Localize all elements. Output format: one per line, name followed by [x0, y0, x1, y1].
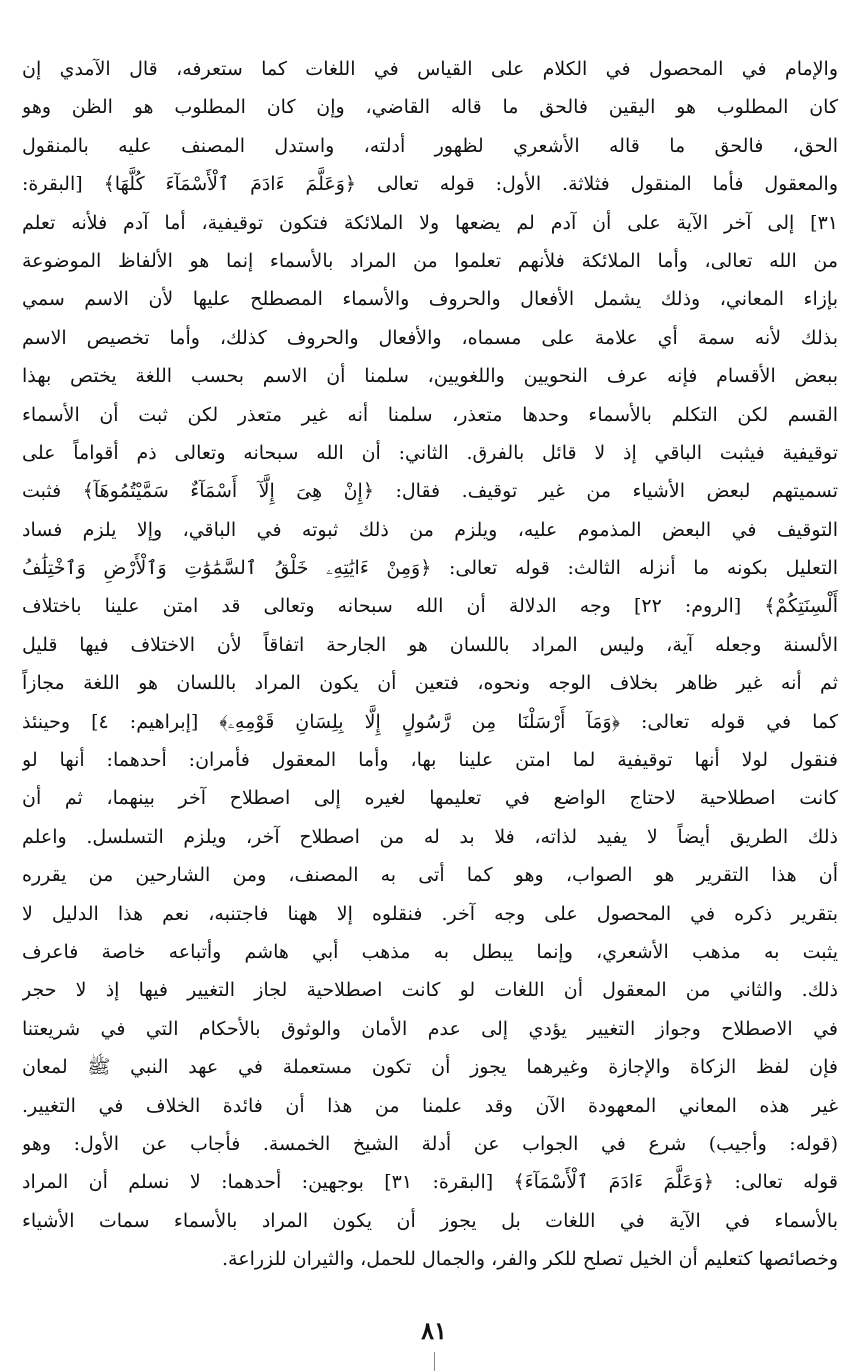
page-number: ٨١	[421, 1316, 447, 1345]
text-line: بإزاء المعاني، وذلك يشمل الأفعال والحروف والأسماء المصطلح عليها لأن الاسم سمي	[22, 288, 838, 311]
text-line: من الله تعالى، وأما الملائكة فلأنهم تعلموا من المراد بالأسماء إنما هو الألفاظ الموضوعة	[22, 249, 838, 272]
page-divider	[434, 1352, 435, 1371]
text-line: الألسنة وجعله آية، وليس المراد باللسان هو الجارحة اتفاقاً لأن الاختلاف فيها قليل	[22, 633, 838, 656]
text-line: القسم لكن التكلم بالأسماء وحدها متعذر، سلمنا أنه غير متعذر لكن ثبت أن الأسماء	[22, 403, 838, 426]
text-line: فنقول لولا أنها توقيفية لما امتن علينا بها، وأما المعقول فأمران: أحدهما: أنها لو	[22, 749, 838, 772]
text-line: (قوله: وأجيب) شرع في الجواب عن أدلة الشيخ الخمسة. فأجاب عن الأول: وهو	[22, 1132, 838, 1155]
text-line: بتقرير ذكره في المحصول على وجه آخر. فنقلوه إلا ههنا فاجتنبه، نعم هذا الدليل لا	[22, 902, 838, 925]
text-line: التعليل بكونه ما أنزله الثالث: قوله تعالى: ﴿وَمِنْ ءَايَٰتِهِۦ خَلْقُ ٱلسَّمَٰوَٰتِ وَٱلْأَرْضِ وَٱخْتِلَٰفُ	[22, 557, 838, 580]
text-line: كما في قوله تعالى: ﴿وَمَآ أَرْسَلْنَا مِن رَّسُولٍ إِلَّا بِلِسَانِ قَوْمِهِۦ﴾ [إبراهيم: ٤] وحينئذ	[22, 710, 838, 733]
text-line: ذلك الطريق أيضاً لا يفيد لذاته، فلا بد له من اصطلاح آخر، ويلزم التسلسل. واعلم	[22, 825, 838, 848]
text-line: كانت اصطلاحية لاحتاج الواضع في تعليمها لغيره إلى اصطلاح آخر بينهما، ثم أن	[22, 787, 838, 810]
text-line: كان المطلوب هو اليقين فالحق ما قاله القاضي، وإن كان المطلوب هو الظن وهو	[22, 96, 838, 119]
text-line: أن هذا التقرير هو الصواب، وهو كما أتى به المصنف، ومن الشارحين من يقرره	[22, 864, 838, 887]
text-line: أَلْسِنَتِكُمْ﴾ [الروم: ٢٢] وجه الدلالة أن الله سبحانه وتعالى قد امتن علينا باختلاف	[22, 595, 838, 618]
text-line: الحق، فالحق ما قاله الأشعري لظهور أدلته، واستدل المصنف عليه بالمنقول	[22, 134, 838, 157]
text-line: ٣١] إلى آخر الآية على أن آدم لم يضعها ولا الملائكة فتكون توقيفية، أما آدم فلأنه تعلم	[22, 211, 838, 234]
text-line: غير هذه المعاني المعهودة الآن وقد علمنا من هذا أن فائدة الخلاف في التغيير.	[22, 1094, 838, 1117]
body-text	[22, 50, 838, 1279]
text-line: بالأسماء في الآية في اللغات بل يجوز أن يكون المراد بالأسماء سمات الأشياء	[22, 1209, 838, 1232]
text-line: قوله تعالى: ﴿وَعَلَّمَ ءَادَمَ ٱلْأَسْمَآءَ﴾ [البقرة: ٣١] بوجهين: أحدهما: لا نسلم أن المراد	[22, 1171, 838, 1194]
text-line: والمعقول فأما المنقول فثلاثة. الأول: قوله تعالى ﴿وَعَلَّمَ ءَادَمَ ٱلْأَسْمَآءَ كُلَّهَا﴾ [البقرة:	[22, 173, 838, 196]
text-line: وخصائصها كتعليم أن الخيل تصلح للكر والفر، والجمال للحمل، والثيران للزراعة.	[222, 1248, 838, 1271]
text-line: في الاصطلاح وجواز التغيير يؤدي إلى عدم الأمان والوثوق بالأحكام التي في شريعتنا	[22, 1017, 838, 1040]
text-line: تسميتهم لبعض الأشياء من غير توقيف. فقال: ﴿إِنْ هِىَ إِلَّآ أَسْمَآءٌ سَمَّيْتُمُوهَآ﴾ فثبت	[22, 480, 838, 503]
text-line: يثبت به مذهب الأشعري، وإنما يبطل به مذهب أبي هاشم وأتباعه خاصة فاعرف	[22, 940, 838, 963]
text-line: ببعض الأقسام فإنه عرف النحويين واللغويين، سلمنا أن الاسم بحسب اللغة يختص بهذا	[22, 365, 838, 388]
text-line: بذلك لأنه سمة أي علامة على مسماه، والأفعال والحروف كذلك، وأما تخصيص الاسم	[22, 326, 838, 349]
text-line: فإن لفظ الزكاة والإجازة وغيرهما يجوز أن تكون مستعملة في عهد النبي ﷺ لمعان	[22, 1056, 838, 1079]
text-line: توقيفية فيثبت الباقي إذ لا قائل بالفرق. الثاني: أن الله سبحانه وتعالى ذم أقواماً على	[22, 441, 838, 464]
text-line: ثم أنه غير ظاهر بخلاف الوجه ونحوه، فتعين أن يكون المراد باللسان هو اللغة مجازاً	[22, 672, 838, 695]
text-line: ذلك. والثاني من المعقول أن اللغات لو كانت اصطلاحية لجاز التغيير فيها إذ لا حجر	[22, 979, 838, 1002]
text-line: التوقيف في البعض المذموم عليه، ويلزم من ذلك ثبوته في الباقي، وإلا يلزم فساد	[22, 518, 838, 541]
text-line: والإمام في المحصول في الكلام على القياس في اللغات كما ستعرفه، قال الآمدي إن	[22, 58, 838, 80]
